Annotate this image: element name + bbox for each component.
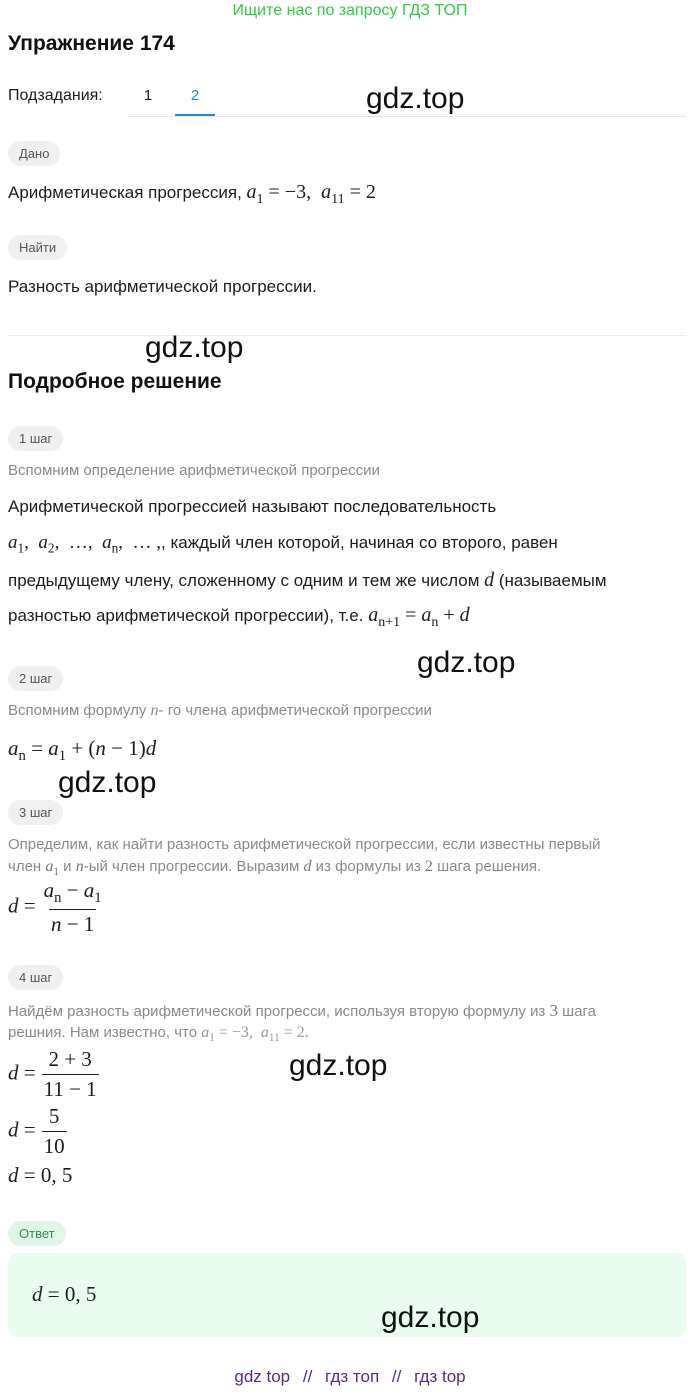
step-1-line-3: предыдущему члену, сложенному с одним и тем же числом d (называемым [8, 569, 607, 591]
step-4-formula-1: d = $\frac{2 + 3}{11 - 1}$ [8, 1047, 97, 1101]
given-pill: Дано [8, 141, 60, 166]
watermark: gdz.top [417, 646, 516, 679]
step-3-hint-part-b: и [63, 858, 72, 875]
footer-link-1[interactable]: gdz top [234, 1367, 291, 1386]
subtasks-label: Подзадания: [8, 87, 103, 104]
solution-title: Подробное решение [8, 370, 222, 393]
footer-separator: // [391, 1367, 402, 1386]
step-3-hint-part-d: из формулы из [315, 858, 421, 875]
step-4-hint-text: решния. Нам известно, что [8, 1024, 198, 1041]
top-banner: Ищите нас по запросу ГДЗ ТОП [232, 2, 468, 19]
step-4-formula-2: d = $\frac{5}{10}$ [8, 1104, 65, 1158]
step-3-formula: d = $\frac{a_n - a_1}{n - 1}$ [8, 878, 102, 937]
step-3-pill: 3 шаг [8, 800, 63, 825]
step-4-pill: 4 шаг [8, 965, 63, 990]
step-2-hint: Вспомним формулу n- го члена арифметической прогрессии [8, 702, 432, 719]
step-4-hint-part-a: Найдём разность арифметической прогресси, используя вторую формулу из [8, 1003, 546, 1020]
step-1-line-1: Арифметической прогрессией называют последовательность [8, 497, 497, 516]
step-1-line-3-text: предыдущему члену, сложенному с одним и тем же числом [8, 571, 480, 590]
step-1-line-2: $a_1$, $a_2$, …, $a_n$, … ,, каждый член которой, начиная со второго, равен [8, 532, 558, 556]
step-1-line-4: разностью арифметической прогрессии), т.е. $a_{n+1} = a_n + d$ [8, 604, 470, 630]
step-4-hint-line-2: решния. Нам известно, что $a_1 = -3$, $a_{11} = 2$. [8, 1024, 309, 1044]
section-divider [8, 335, 686, 336]
watermark: gdz.top [366, 82, 465, 115]
step-4-formula-3: d = 0, 5 [8, 1163, 73, 1187]
step-3-hint-part-a: член [8, 858, 42, 875]
footer-link-2[interactable]: гдз топ [325, 1367, 380, 1386]
step-4-hint-line-1: Найдём разность арифметической прогресси, используя вторую формулу из 3 шага [8, 1001, 597, 1020]
step-3-hint-part-c: -ый член прогрессии. Выразим [83, 858, 300, 875]
watermark: gdz.top [289, 1049, 388, 1082]
given-text: Арифметическая прогрессия, $a_1 = -3$, $a_{11} = 2$ [8, 181, 376, 207]
step-2-formula: $a_n = a_1 + (n - 1)d$ [8, 736, 157, 765]
answer-box [8, 1253, 686, 1337]
step-4-hint-part-b: шага [562, 1003, 597, 1020]
find-pill: Найти [8, 235, 67, 260]
answer-pill: Ответ [8, 1221, 66, 1246]
subtask-tab-2[interactable]: 2 [190, 87, 200, 104]
footer-link-3[interactable]: гдз top [414, 1367, 466, 1386]
step-2-pill: 2 шаг [8, 666, 63, 691]
watermark: gdz.top [58, 766, 157, 799]
step-2-hint-tail: го члена арифметической прогрессии [167, 702, 432, 719]
footer-links [0, 1367, 700, 1387]
step-1-line-2-tail: каждый член которой, начиная со второго, равен [170, 533, 558, 552]
step-1-line-3-tail: (называемым [498, 571, 607, 590]
watermark: gdz.top [145, 331, 244, 364]
step-1-pill: 1 шаг [8, 426, 63, 451]
footer-separator: // [302, 1367, 313, 1386]
watermark: gdz.top [381, 1301, 480, 1334]
find-text: Разность арифметической прогрессии. [8, 277, 317, 296]
step-3-hint-line-2: член $a_1$ и n-ый член прогрессии. Выразим d из формулы из 2 шага решения. [8, 858, 542, 878]
step-3-hint-part-e: шага решения. [437, 858, 542, 875]
exercise-title: Упражнение 174 [8, 32, 175, 55]
answer-formula: d = 0, 5 [32, 1282, 97, 1306]
subtasks-divider [128, 116, 686, 117]
active-tab-indicator [175, 114, 215, 116]
step-2-hint-text: Вспомним формулу [8, 702, 147, 719]
step-1-hint: Вспомним определение арифметической прогрессии [8, 462, 380, 479]
given-text-label: Арифметическая прогрессия, [8, 183, 242, 202]
step-1-line-4-text: разностью арифметической прогрессии), т.е. [8, 606, 364, 625]
subtask-tab-1[interactable]: 1 [143, 87, 153, 104]
step-3-hint-line-1: Определим, как найти разность арифметической прогрессии, если известны первый [8, 836, 601, 853]
